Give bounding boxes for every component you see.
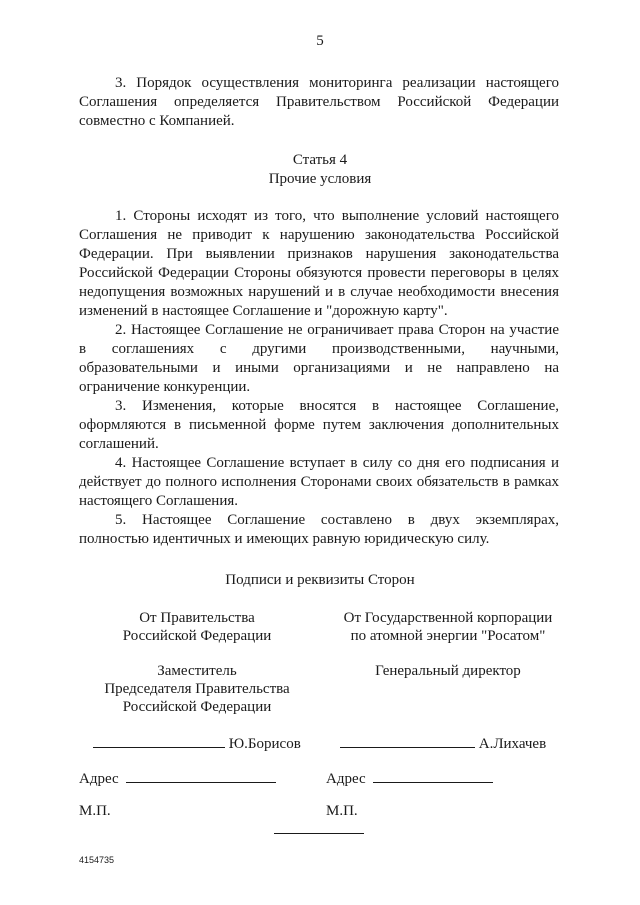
left-position-line3: Российской Федерации [122,699,272,715]
signatures-title: Подписи и реквизиты Сторон [225,572,415,588]
right-address-line [326,768,493,788]
left-party [79,609,315,645]
left-position [79,662,315,716]
right-signer-name: А.Лихачев [478,736,547,752]
left-position-line1: Заместитель [157,663,237,679]
right-signature-line [340,733,546,753]
right-position-line1: Генеральный директор [375,663,521,679]
paragraph-4: 4. Настоящее Соглашение вступает в силу со дня его подписания и действует до полного исполнения Сторонами своих обязательств в рамках настоящего Соглашения. [79,455,559,509]
right-stamp-label: М.П. [326,803,358,819]
left-signer-name: Ю.Борисов [228,736,301,752]
left-address-line [79,768,276,788]
right-signature-blank [340,733,475,748]
left-signature-line [93,733,301,753]
left-stamp-label: М.П. [79,803,111,819]
paragraph-3: 3. Изменения, которые вносятся в настоящее Соглашение, оформляются в письменной форме путем заключения дополнительных соглашений. [79,398,559,452]
paragraph-2: 2. Настоящее Соглашение не ограничивает права Сторон на участие в соглашениях с другими производственными, научными, образовательными и иными организациями и не направлено на ограничение конкуренции. [79,322,559,395]
paragraph-1: 1. Стороны исходят из того, что выполнение условий настоящего Соглашения не приводит к нарушению законодательства Российской Федерации. При выявлении признаков нарушения законодательства Российской Федерации Стороны обязуются провести переговоры в целях недопущения возможных нарушений и в случае необходимости внесения изменений в настоящее Соглашение и "дорожную карту". [79,208,559,319]
right-party-line2: по атомной энергии "Росатом" [350,628,546,644]
article-body [79,207,559,549]
right-address-label: Адрес [326,771,366,787]
left-address-blank [126,768,276,783]
right-position [318,662,578,680]
document-code: 4154735 [79,855,115,865]
left-party-line1: От Правительства [139,610,255,626]
paragraph-5: 5. Настоящее Соглашение составлено в двух экземплярах, полностью идентичных и имеющих равную юридическую силу. [79,512,559,547]
right-party [318,609,578,645]
left-party-line2: Российской Федерации [122,628,272,644]
intro-block [79,74,559,131]
left-position-line2: Председателя Правительства [104,681,290,697]
left-address-label: Адрес [79,771,119,787]
paragraph-intro: 3. Порядок осуществления мониторинга реализации настоящего Соглашения определяется Правительством Российской Федерации совместно с Компанией. [79,75,559,129]
left-signature-blank [93,733,225,748]
page-number: 5 [316,33,324,49]
article-title: Прочие условия [268,171,372,187]
article-number: Статья 4 [292,152,348,168]
right-address-blank [373,768,493,783]
right-party-line1: От Государственной корпорации [343,610,553,626]
bottom-divider [274,833,364,834]
